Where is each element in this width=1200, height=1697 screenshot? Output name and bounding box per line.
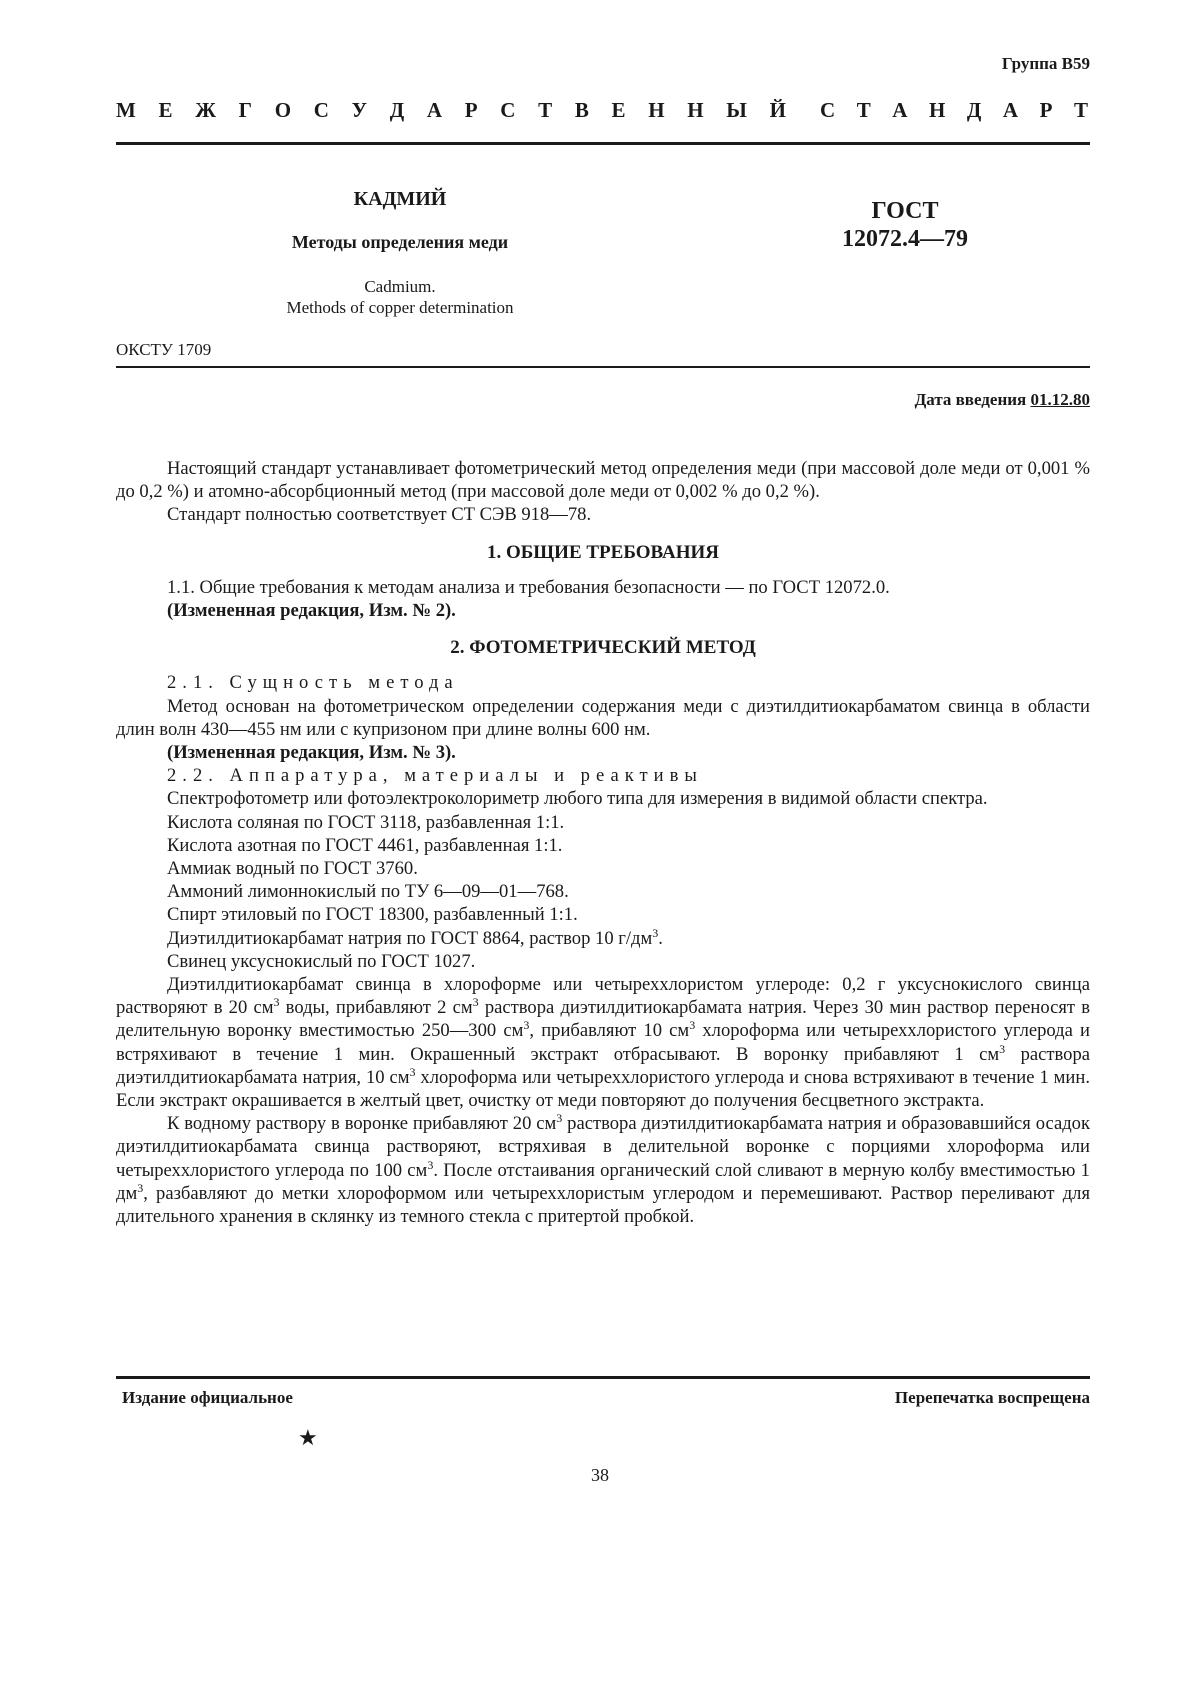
heading-letter: О: [274, 98, 292, 122]
header-rule: [116, 142, 1090, 145]
heading-letter: Т: [538, 98, 553, 122]
clause-1-1-amendment: (Измененная редакция, Изм. № 2).: [167, 600, 456, 622]
clause-1-1: 1.1. Общие требования к методам анализа и требования безопасности — по ГОСТ 12072.0.: [167, 576, 890, 598]
heading-letter: Н: [648, 98, 665, 122]
heading-letter: Ы: [726, 98, 747, 122]
heading-letter: У: [351, 98, 368, 122]
title-rule: [116, 366, 1090, 368]
clause-2-1-amendment: (Измененная редакция, Изм. № 3).: [167, 742, 456, 764]
heading-letter: Д: [389, 98, 405, 122]
heading-letter: А: [892, 98, 908, 122]
heading-letter: С: [313, 98, 329, 122]
interstate-standard-heading: [116, 98, 1088, 123]
clause-2-1-title: 2.1. Сущность метода: [167, 672, 459, 694]
intro-paragraph: Настоящий стандарт устанавливает фотометрический метод определения меди (при массовой доле меди от 0,001 % до 0,2 %) и атомно-абсорбционный метод (при массовой доле меди от 0,002 % до 0,2 %).: [116, 458, 1090, 503]
heading-letter: А: [1002, 98, 1019, 122]
clause-2-2-item: Кислота азотная по ГОСТ 4461, разбавленная 1:1.: [167, 834, 563, 856]
clause-2-2-item: Аммоний лимоннокислый по ТУ 6—09—01—768.: [167, 881, 569, 903]
clause-2-1-text: Метод основан на фотометрическом определении содержания меди с диэтилдитиокарбаматом свинца в области длин волн 430—455 нм или с купризоном при длине волны 600 нм.: [116, 695, 1090, 740]
clause-2-2-item: Диэтилдитиокарбамат натрия по ГОСТ 8864, раствор 10 $г/дм^3$.: [167, 925, 663, 949]
doc-title: КАДМИЙ: [353, 188, 447, 210]
footer-rule: [116, 1376, 1090, 1379]
clause-2-2-item: Кислота соляная по ГОСТ 3118, разбавленная 1:1.: [167, 811, 565, 833]
gost-label: ГОСТ: [871, 198, 939, 224]
reprint-prohibited-note: Перепечатка воспрещена: [894, 1388, 1090, 1407]
page-number: 38: [591, 1465, 609, 1485]
heading-letter: Й: [769, 98, 786, 122]
heading-letter: А: [426, 98, 443, 122]
heading-letter: Е: [611, 98, 626, 122]
heading-letter: Н: [929, 98, 946, 122]
okstu-code: ОКСТУ 1709: [116, 340, 212, 359]
heading-letter: С: [500, 98, 516, 122]
heading-letter: Р: [1039, 98, 1053, 122]
clause-2-2-title: 2.2. Аппаратура, материалы и реактивы: [167, 765, 703, 787]
section-2-title: 2. ФОТОМЕТРИЧЕСКИЙ МЕТОД: [450, 637, 756, 659]
heading-letter: В: [574, 98, 589, 122]
date-value: 01.12.80: [1030, 390, 1090, 409]
clause-2-2-item: Аммиак водный по ГОСТ 3760.: [167, 858, 418, 880]
group-code: Группа В59: [1001, 54, 1090, 73]
gost-number: 12072.4—79: [842, 226, 968, 252]
date-label: Дата введения: [914, 390, 1027, 409]
heading-letter: Н: [687, 98, 704, 122]
english-title-line1: Cadmium.: [364, 277, 436, 296]
official-edition-note: Издание официальное: [122, 1388, 293, 1407]
heading-letter: М: [116, 98, 136, 122]
english-title-line2: Methods of copper determination: [286, 298, 514, 317]
heading-letter: Е: [158, 98, 173, 122]
heading-word-interstate: [116, 98, 786, 123]
heading-letter: Д: [966, 98, 982, 122]
clause-2-2-item: Спирт этиловый по ГОСТ 18300, разбавленный 1:1.: [167, 904, 578, 926]
clause-2-2-item: Спектрофотометр или фотоэлектроколориметр любого типа для измерения в видимой области спектра.: [167, 788, 988, 810]
doc-subtitle: Методы определения меди: [291, 232, 509, 252]
heading-letter: Ж: [195, 98, 216, 122]
heading-letter: С: [820, 98, 836, 122]
intro-compliance: Стандарт полностью соответствует СТ СЭВ 918—78.: [167, 504, 592, 526]
heading-letter: Т: [856, 98, 871, 122]
heading-word-standard: [820, 98, 1088, 123]
lead-reagent-preparation: Диэтилдитиокарбамат свинца в хлороформе или четыреххлористом углероде: 0,2 г уксуснокислого свинца растворяют в 20 $см^3$ воды, прибавляют 2 $см^3$ раствора диэтилдитиокарбамата натрия. Через 30 мин раствор переносят в делительную воронку вместимостью 250—300 $см^3$, прибавляют 10 $см^3$ хлороформа или четыреххлористого углерода и встряхивают в течение 1 мин. Окрашенный экстракт отбрасывают. В воронку прибавляют 1 $см^3$ раствора диэтилдитиокарбамата натрия, 10 $см^3$ хлороформа или четыреххлористого углерода и снова встряхивают в течение 1 мин. Если экстракт окрашивается в желтый цвет, очистку от меди повторяют до получения бесцветного экстракта.: [116, 974, 1091, 1112]
star-icon: ★: [298, 1425, 318, 1450]
heading-letter: Р: [464, 98, 478, 122]
document-body: [116, 457, 1090, 1228]
introduction-date: [915, 390, 1090, 410]
heading-letter: Г: [238, 98, 253, 122]
heading-letter: Т: [1073, 98, 1088, 122]
clause-2-2-item: Свинец уксуснокислый по ГОСТ 1027.: [167, 950, 476, 972]
section-1-title: 1. ОБЩИЕ ТРЕБОВАНИЯ: [486, 541, 720, 563]
lead-reagent-dissolution: К водному раствору в воронке прибавляют 20 $см^3$ раствора диэтилдитиокарбамата натрия и образовавшийся осадок диэтилдитиокарбамата свинца растворяют, встряхивая в делительной воронке с порциями хлороформа или четыреххлористого углерода по 100 $см^3$. После отстаивания органический слой сливают в мерную колбу вместимостью 1 $дм^3$, разбавляют до метки хлороформом или четыреххлористым углеродом и перемешивают. Раствор переливают для длительного хранения в склянку из темного стекла с притертой пробкой.: [116, 1111, 1090, 1228]
